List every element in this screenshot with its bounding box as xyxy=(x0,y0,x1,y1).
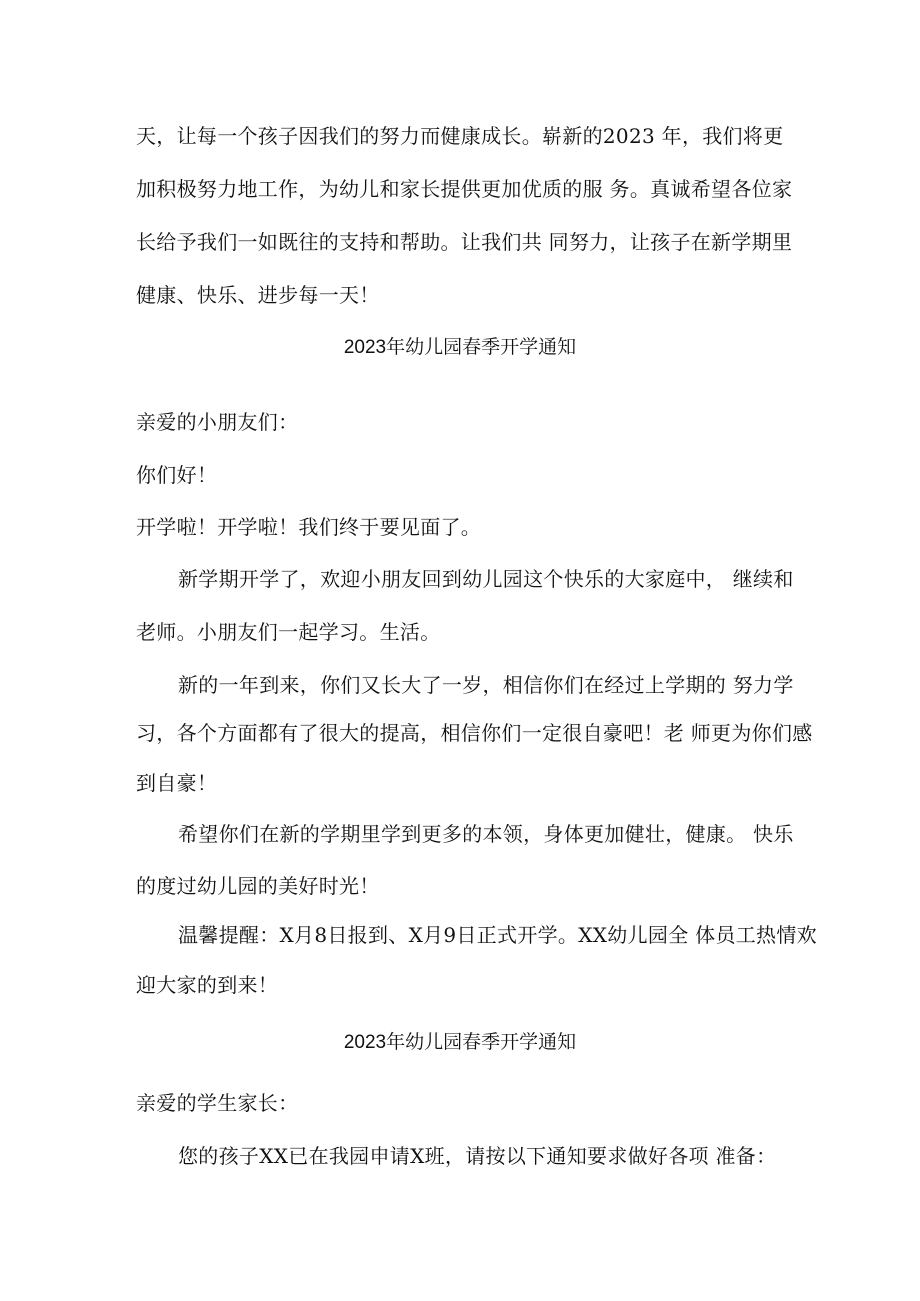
body-text-line: 新的一年到来，你们又长大了一岁，相信你们在经过上学期的 努力学 xyxy=(178,673,794,697)
notice-title: 2023年幼儿园春季开学通知 xyxy=(343,1032,577,1053)
body-text-line: 新学期开学了，欢迎小朋友回到幼儿园这个快乐的大家庭中， 继续和 xyxy=(178,567,794,591)
body-text-line: 到自豪！ xyxy=(136,771,218,795)
body-text-line: 希望你们在新的学期里学到更多的本领，身体更加健壮，健康。 快乐 xyxy=(178,822,794,846)
salutation: 亲爱的小朋友们： xyxy=(136,410,299,434)
notice-title: 2023年幼儿园春季开学通知 xyxy=(343,337,577,358)
body-text-line: 老师。小朋友们一起学习。生活。 xyxy=(136,620,441,644)
body-text-line: 习，各个方面都有了很大的提高，相信你们一定很自豪吧！老 师更为你们感 xyxy=(136,721,813,745)
body-text-line: 加积极努力地工作，为幼儿和家长提供更加优质的服 务。真诚希望各位家 xyxy=(136,177,793,201)
body-text-line: 温馨提醒：X月8日报到、X月9日正式开学。XX幼儿园全 体员工热情欢 xyxy=(178,923,817,947)
body-text-line: 天，让每一个孩子因我们的努力而健康成长。崭新的2023 年，我们将更 xyxy=(136,124,784,148)
body-text-line: 的度过幼儿园的美好时光！ xyxy=(136,874,380,898)
body-text-line: 健康、快乐、进步每一天！ xyxy=(136,283,380,307)
salutation: 亲爱的学生家长： xyxy=(136,1091,299,1115)
body-text-line: 开学啦！开学啦！我们终于要见面了。 xyxy=(136,515,482,539)
greeting: 你们好！ xyxy=(136,463,218,487)
body-text-line: 您的孩子XX已在我园申请X班，请按以下通知要求做好各项 准备： xyxy=(178,1144,777,1168)
body-text-line: 迎大家的到来！ xyxy=(136,973,279,997)
body-text-line: 长给予我们一如既往的支持和帮助。让我们共 同努力，让孩子在新学期里 xyxy=(136,230,793,254)
